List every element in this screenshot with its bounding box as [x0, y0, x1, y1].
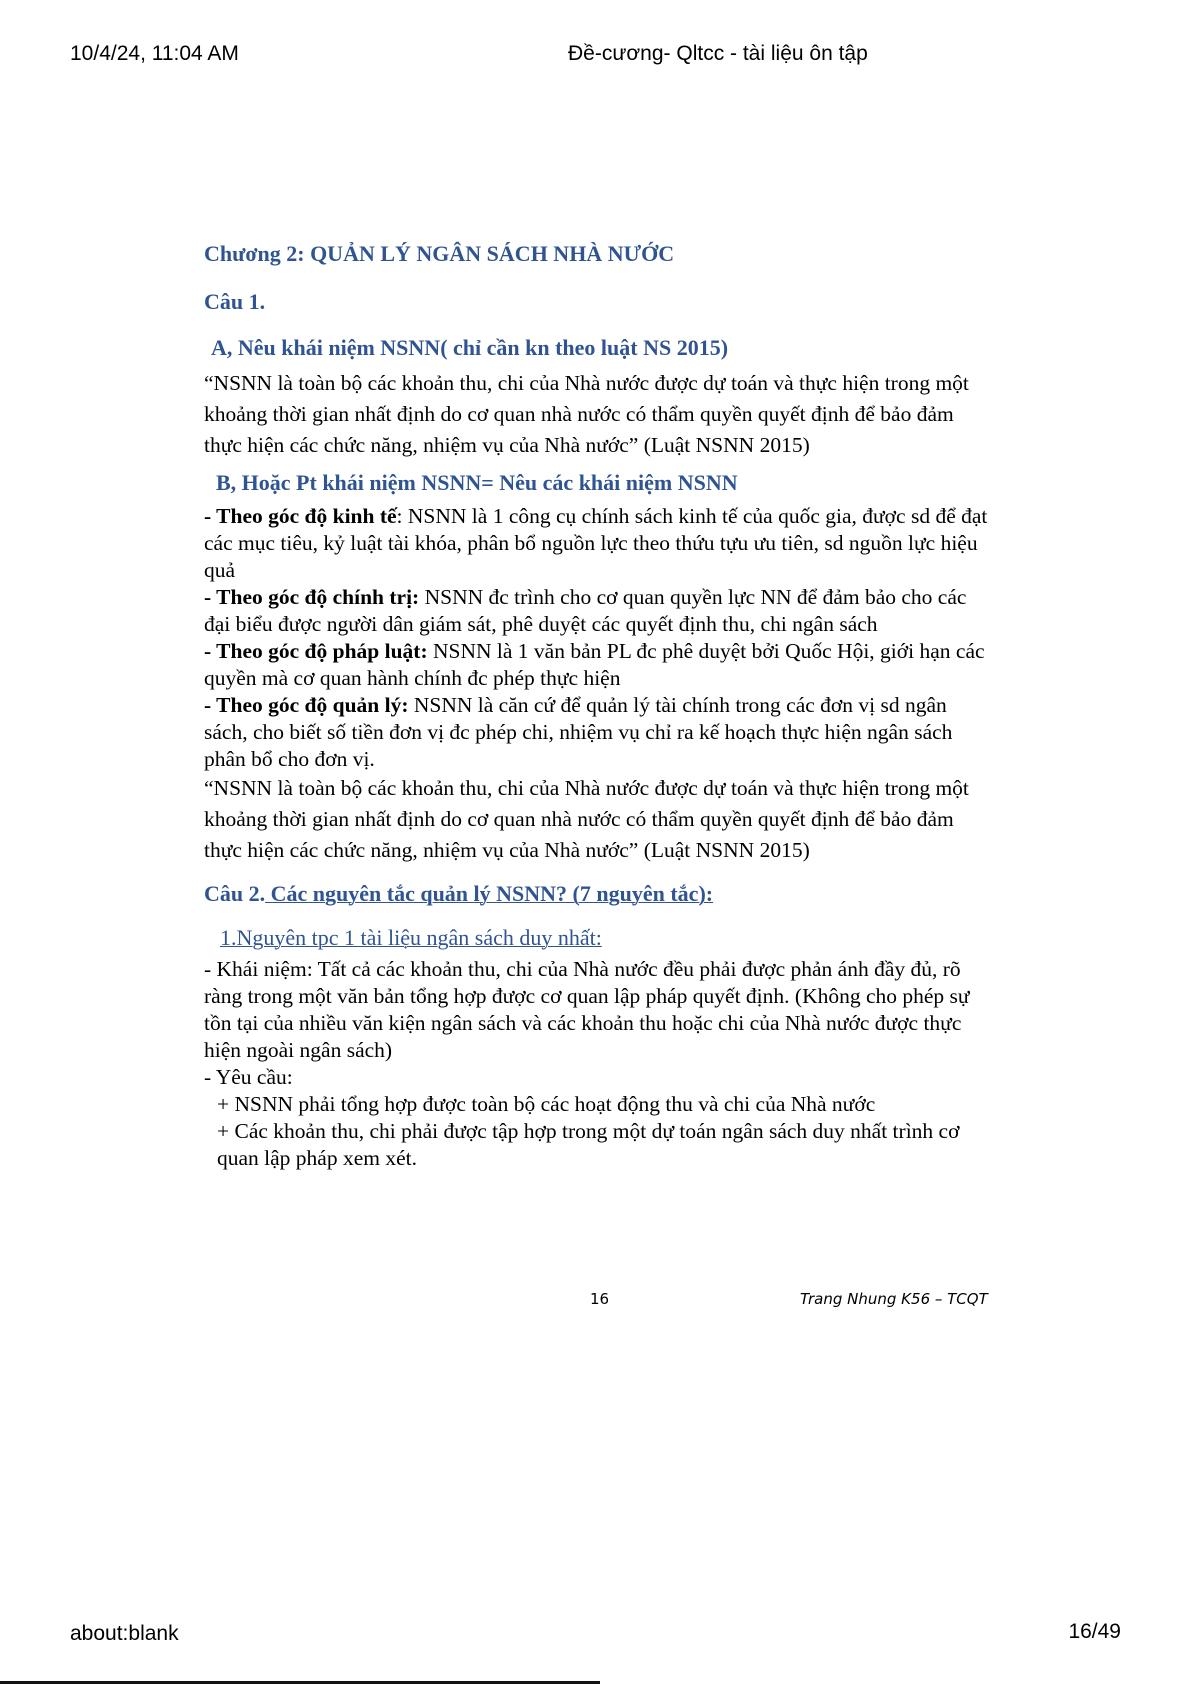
perspective-label: - Theo góc độ kinh tế	[204, 504, 397, 528]
document-author: Trang Nhung K56 – TCQT	[800, 1290, 988, 1308]
perspective-label: - Theo góc độ pháp luật:	[204, 639, 428, 663]
perspective-legal	[204, 638, 994, 692]
document-page-number: 16	[590, 1290, 610, 1308]
perspective-economic	[204, 503, 994, 584]
question-2-title	[204, 880, 994, 908]
section-a-quote: “NSNN là toàn bộ các khoản thu, chi của Nhà nước được dự toán và thực hiện trong một khoảng thời gian nhất định do cơ quan nhà nước có thẩm quyền quyết định để bảo đảm thực hiện các chức năng, nhiệm vụ của Nhà nước” (Luật NSNN 2015)	[204, 371, 969, 457]
question-2-prefix: Câu 2.	[204, 881, 266, 906]
question-1-title: Câu 1.	[204, 289, 266, 314]
principle-1-heading: 1.Nguyên tpc 1 tài liệu ngân sách duy nhất:	[220, 925, 602, 950]
question-2-text: Các nguyên tắc quản lý NSNN? (7 nguyên tắc):	[265, 881, 714, 906]
principle-concept: - Khái niệm: Tất cả các khoản thu, chi của Nhà nước đều phải được phản ánh đầy đủ, rõ ràng trong một văn bản tổng hợp được cơ quan lập pháp quyết định. (Không cho phép sự tồn tại của nhiều văn kiện ngân sách và các khoản thu hoặc chi của Nhà nước được thực hiện ngoài ngân sách)	[204, 957, 970, 1062]
bottom-divider	[0, 1681, 600, 1684]
perspective-text: NSNN là 1 văn bản PL đc phê duyệt bởi Quốc Hội, giới hạn các quyền mà cơ quan hành chính đc phép thực hiện	[204, 639, 985, 690]
document-body	[204, 240, 994, 1172]
perspective-management	[204, 692, 994, 773]
browser-print-footer	[0, 1608, 1191, 1648]
perspective-text: : NSNN là 1 công cụ chính sách kinh tế của quốc gia, được sd để đạt các mục tiêu, kỷ luật tài khóa, phân bổ nguồn lực theo thứu tựu ưu tiên, sd nguồn lực hiệu quả	[204, 504, 988, 582]
print-datetime: 10/4/24, 11:04 AM	[70, 42, 239, 65]
chapter-title: Chương 2: QUẢN LÝ NGÂN SÁCH NHÀ NƯỚC	[204, 241, 675, 266]
perspective-text: NSNN là căn cứ để quản lý tài chính trong các đơn vị sd ngân sách, cho biết số tiền đơn vị đc phép chi, nhiệm vụ chỉ ra kế hoạch thực hiện ngân sách phân bổ cho đơn vị.	[204, 693, 953, 771]
requirement-item: + NSNN phải tổng hợp được toàn bộ các hoạt động thu và chi của Nhà nước	[217, 1092, 876, 1116]
requirements-label: - Yêu cầu:	[204, 1065, 293, 1089]
print-page-indicator: 16/49	[1068, 1620, 1121, 1643]
section-b-heading: B, Hoặc Pt khái niệm NSNN= Nêu các khái niệm NSNN	[216, 470, 738, 495]
print-document-title: Đề-cương- Qltcc - tài liệu ôn tập	[568, 42, 868, 65]
section-a-heading: A, Nêu khái niệm NSNN( chỉ cần kn theo luật NS 2015)	[211, 335, 729, 360]
browser-print-header	[0, 0, 1191, 80]
print-url: about:blank	[70, 1622, 179, 1645]
section-b-quote: “NSNN là toàn bộ các khoản thu, chi của Nhà nước được dự toán và thực hiện trong một khoảng thời gian nhất định do cơ quan nhà nước có thẩm quyền quyết định để bảo đảm thực hiện các chức năng, nhiệm vụ của Nhà nước” (Luật NSNN 2015)	[204, 776, 969, 862]
document-page-footer	[0, 1290, 1191, 1314]
perspective-text: NSNN đc trình cho cơ quan quyền lực NN để đảm bảo cho các đại biểu được người dân giám sát, phê duyệt các quyết định thu, chi ngân sách	[204, 585, 967, 636]
perspective-political	[204, 584, 994, 638]
perspective-label: - Theo góc độ quản lý:	[204, 693, 409, 717]
requirement-item: + Các khoản thu, chi phải được tập hợp trong một dự toán ngân sách duy nhất trình cơ quan lập pháp xem xét.	[217, 1119, 960, 1170]
perspective-label: - Theo góc độ chính trị:	[204, 585, 420, 609]
